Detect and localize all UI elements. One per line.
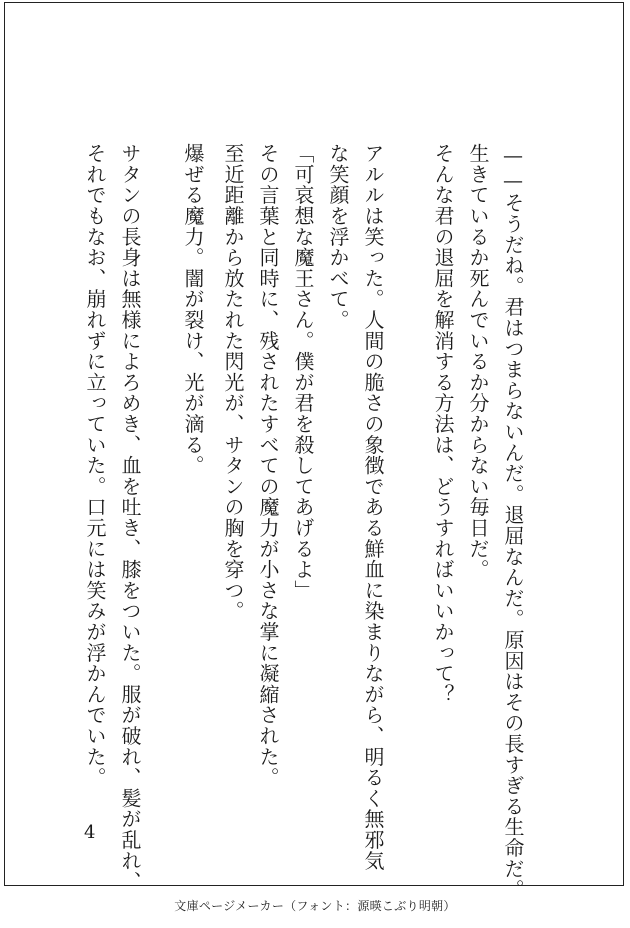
- body-line: サタンの長身は無様によろめき、血を吐き、膝をついた。服が破れ、髪が乱れ、: [118, 143, 142, 892]
- body-line: そんな君の退屈を解消する方法は、どうすればいいかって？: [431, 143, 455, 705]
- body-line: 至近距離から放たれた閃光が、サタンの胸を穿つ。: [221, 143, 245, 622]
- body-line: アルルは笑った。人間の脆さの象徴である鮮血に染まりながら、明るく無邪気: [361, 143, 385, 871]
- body-line: な笑顔を浮かべて。: [326, 143, 350, 331]
- body-line: 爆ぜる魔力。闇が裂け、光が滴る。: [181, 143, 205, 476]
- body-line: その言葉と同時に、残されたすべての魔力が小さな掌に凝縮された。: [256, 143, 280, 788]
- body-line: それでもなお、崩れずに立っていた。口元には笑みが浮かんでいた。: [83, 143, 107, 788]
- body-line: 「可哀想な魔王さん。僕が君を殺してあげるよ」: [291, 143, 315, 601]
- body-line: 生きているか死んでいるか分からない毎日だ。: [466, 143, 490, 580]
- page-number: 4: [84, 822, 96, 843]
- body-line: ——そうだね。君はつまらないんだ。退屈なんだ。原因はその長すぎる生命だ。: [501, 143, 525, 900]
- footer-caption: 文庫ページメーカー（フォント：源暎こぶり明朝）: [174, 899, 456, 913]
